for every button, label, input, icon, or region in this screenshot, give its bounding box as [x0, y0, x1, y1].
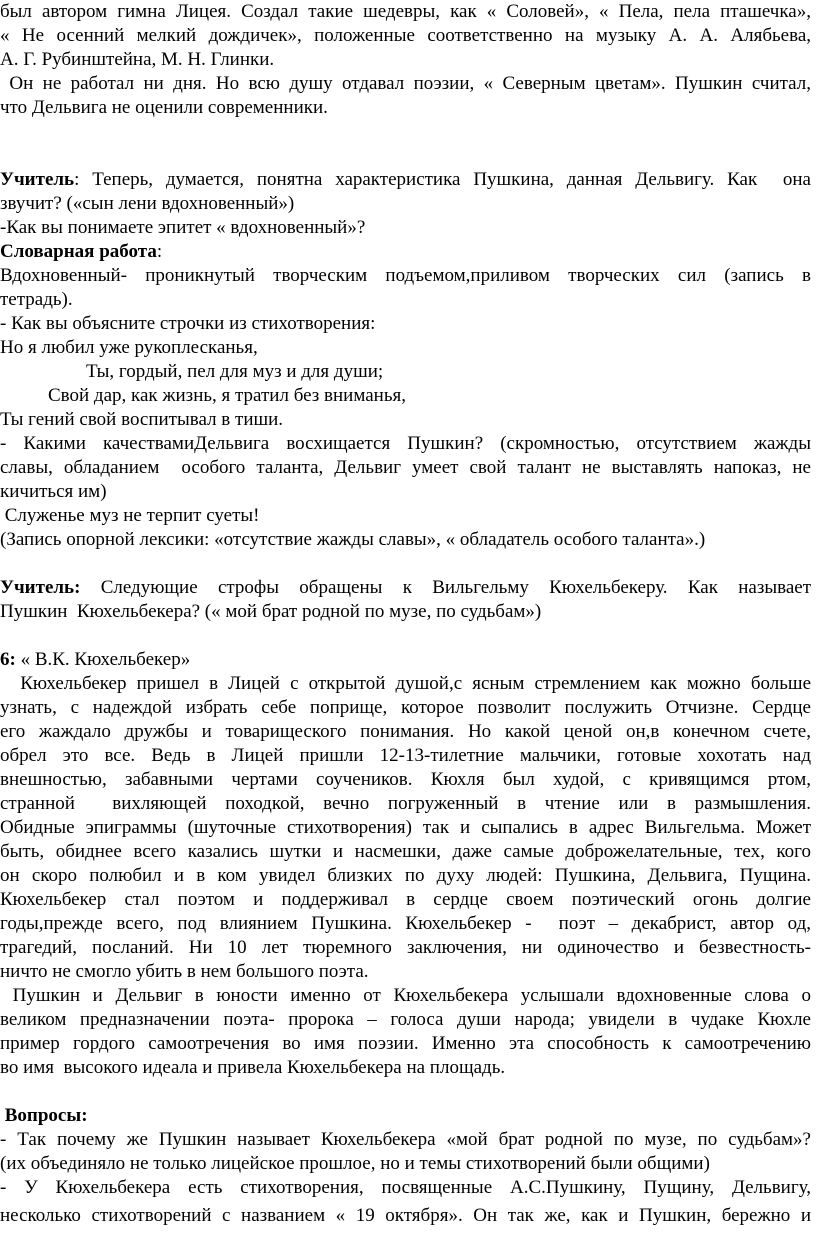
text-line: узнать, с надеждой избрать себе поприще, которое позволит послужить Отчизне. Сердце: [0, 697, 811, 718]
text-line: тетрадь).: [0, 289, 73, 310]
text-line: - Так почему же Пушкин называет Кюхельбекера «мой брат родной по музе, по судьбам»?: [0, 1129, 811, 1150]
text-line: Пушкин и Дельвиг в юности именно от Кюхельбекера услышали вдохновенные слова о: [0, 985, 811, 1006]
text-line: он скоро полюбил и в ком увидел близких по духу людей: Пушкина, Дельвига, Пущина.: [0, 865, 811, 886]
text-line: ничто не смогло убить в нем большого поэта.: [0, 961, 369, 982]
questions-heading: Вопросы:: [0, 1105, 88, 1126]
text-line: (их объединяло не только лицейское прошлое, но и темы стихотворений были общими): [0, 1153, 710, 1174]
vocabulary-heading: Словарная работа:: [0, 241, 163, 262]
text-line: во имя высокого идеала и привела Кюхельбекера на площадь.: [0, 1057, 506, 1078]
section-heading: 6: « В.К. Кюхельбекер»: [0, 649, 191, 670]
text-line: Пушкин Кюхельбекера? (« мой брат родной по музе, по судьбам»): [0, 601, 542, 622]
teacher-label: Учитель:: [0, 577, 81, 598]
text-line: трагедий, посланий. Ни 10 лет тюремного заключения, ни одиночество и безвестность-: [0, 937, 811, 958]
text-line: обрел это все. Ведь в Лицей пришли 12-13-тилетние мальчики, готовые хохотать над: [0, 745, 811, 766]
text-line: Кюхельбекер стал поэтом и поддерживал в сердце своем поэтический огонь долгие: [0, 889, 811, 910]
teacher-remark-line: Учитель: Теперь, думается, понятна характеристика Пушкина, данная Дельвигу. Как она: [0, 169, 811, 190]
teacher-remark-line: Учитель: Следующие строфы обращены к Вильгельму Кюхельбекеру. Как называет: [0, 577, 811, 598]
text-line: внешностью, забавными чертами соучеников. Кюхля был худой, с кривящимся ртом,: [0, 769, 811, 790]
text-line: несколько стихотворений с названием « 19 октября». Он так же, как и Пушкин, бережно и: [0, 1205, 811, 1226]
quote-line: Служенье муз не терпит суеты!: [0, 505, 260, 526]
text-line: звучит? («сын лени вдохновенный»): [0, 193, 295, 214]
text-line: « Не осенний мелкий дождичек», положенные соответственно на музыку А. А. Алябьева,: [0, 25, 811, 46]
teacher-label: Учитель: [0, 169, 75, 190]
text-line: Вдохновенный- проникнутый творческим подъемом,приливом творческих сил (запись в: [0, 265, 811, 286]
text-line: славы, обладанием особого таланта, Дельвиг умеет свой талант не выставлять напоказ, не: [0, 457, 811, 478]
text-line: что Дельвига не оценили современники.: [0, 97, 328, 118]
poem-line: Ты, гордый, пел для муз и для души;: [86, 361, 384, 382]
text-line: кичиться им): [0, 481, 107, 502]
poem-line: Но я любил уже рукоплесканья,: [0, 337, 258, 358]
text-line: Кюхельбекер пришел в Лицей с открытой душой,с ясным стремлением как можно больше: [0, 673, 811, 694]
text-line: странной вихляющей походкой, вечно погруженный в чтение или в размышления.: [0, 793, 811, 814]
text-line: был автором гимна Лицея. Создал такие шедевры, как « Соловей», « Пела, пела пташечка»,: [0, 1, 811, 22]
text-line: годы,прежде всего, под влиянием Пушкина. Кюхельбекер - поэт – декабрист, автор од,: [0, 913, 811, 934]
text-line: Обидные эпиграммы (шуточные стихотворения) так и сыпались в адрес Вильгельма. Может: [0, 817, 811, 838]
text-line: пример гордого самоотречения во имя поэзии. Именно эта способность к самоотречению: [0, 1033, 811, 1054]
text-line: быть, обиднее всего казались шутки и насмешки, даже самые доброжелательные, тех, кого: [0, 841, 811, 862]
text-line: - У Кюхельбекера есть стихотворения, посвященные А.С.Пушкину, Пущину, Дельвигу,: [0, 1177, 811, 1198]
text-line: его жаждало дружбы и товарищеского понимания. Но какой ценой он,в конечном счете,: [0, 721, 811, 742]
text-line: - Какими качествамиДельвига восхищается Пушкин? (скромностью, отсутствием жажды: [0, 433, 811, 454]
text-line: (Запись опорной лексики: «отсутствие жажды славы», « обладатель особого таланта».): [0, 529, 706, 550]
text-line: великом предназначении поэта- пророка – голоса души народа; увидели в чудаке Кюхле: [0, 1009, 811, 1030]
text-line: Он не работал ни дня. Но всю душу отдавал поэзии, « Северным цветам». Пушкин считал,: [0, 73, 811, 94]
question-line: -Как вы понимаете эпитет « вдохновенный»?: [0, 217, 366, 238]
poem-line: Ты гений свой воспитывал в тиши.: [0, 409, 284, 430]
question-line: - Как вы объясните строчки из стихотворения:: [0, 313, 376, 334]
poem-line: Свой дар, как жизнь, я тратил без вниманья,: [48, 385, 406, 406]
text-line: А. Г. Рубинштейна, М. Н. Глинки.: [0, 49, 275, 70]
